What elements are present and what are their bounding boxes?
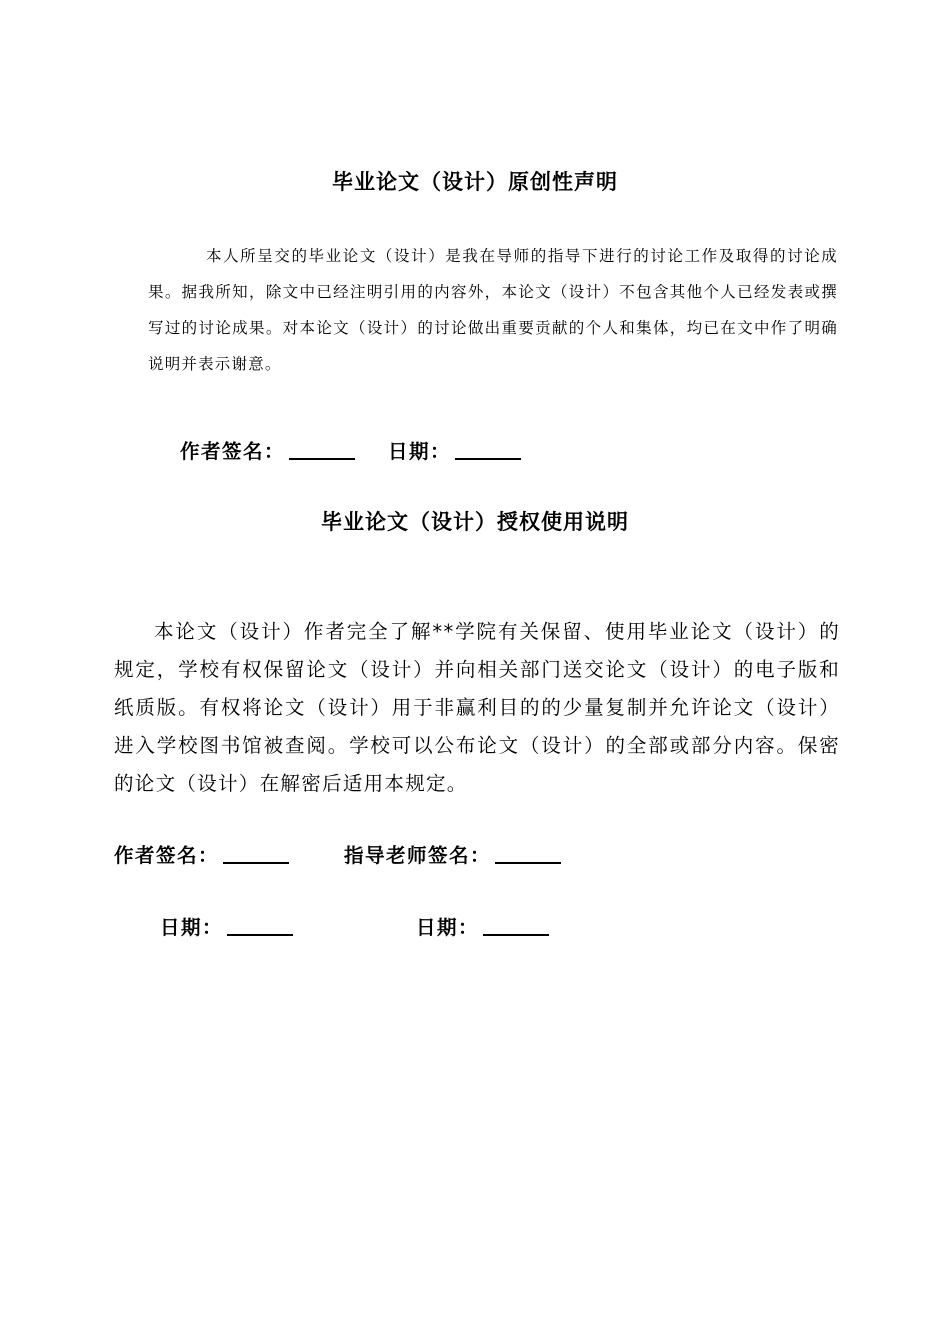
- declaration-date: [388, 436, 521, 464]
- authorization-title: 毕业论文（设计）授权使用说明: [321, 510, 629, 534]
- advisor-date-blank[interactable]: [483, 916, 549, 936]
- authorization-author-signature: [114, 840, 289, 868]
- author-date-label: 日期：: [160, 916, 224, 939]
- date-label: 日期：: [388, 440, 452, 463]
- advisor-signature-label: 指导老师签名：: [344, 844, 492, 867]
- advisor-date-label: 日期：: [416, 916, 480, 939]
- author-signature-label: 作者签名：: [180, 440, 286, 463]
- author-date-blank[interactable]: [227, 916, 293, 936]
- declaration-title: 毕业论文（设计）原创性声明: [332, 170, 618, 194]
- author-signature-blank[interactable]: [289, 440, 355, 460]
- advisor-signature-blank[interactable]: [495, 844, 561, 864]
- authorization-body: 本论文（设计）作者完全了解**学院有关保留、使用毕业论文（设计）的规定，学校有权保留论文（设计）并向相关部门送交论文（设计）的电子版和纸质版。有权将论文（设计）用于非赢利目的的少量复制并允许论文（设计）进入学校图书馆被查阅。学校可以公布论文（设计）的全部或部分内容。保密的论文（设计）在解密后适用本规定。: [114, 620, 840, 795]
- authorization-author-date: [160, 912, 293, 940]
- declaration-body: 本人所呈交的毕业论文（设计）是我在导师的指导下进行的讨论工作及取得的讨论成果。据我所知，除文中已经注明引用的内容外，本论文（设计）不包含其他个人已经发表或撰写过的讨论成果。对本论文（设计）的讨论做出重要贡献的个人和集体，均已在文中作了明确说明并表示谢意。: [148, 247, 838, 373]
- authorization-advisor-signature: [344, 840, 561, 868]
- authorization-advisor-date: [416, 912, 549, 940]
- date-blank[interactable]: [455, 440, 521, 460]
- author-signature-label: 作者签名：: [114, 844, 220, 867]
- declaration-author-signature: [180, 436, 355, 464]
- author-signature-blank[interactable]: [223, 844, 289, 864]
